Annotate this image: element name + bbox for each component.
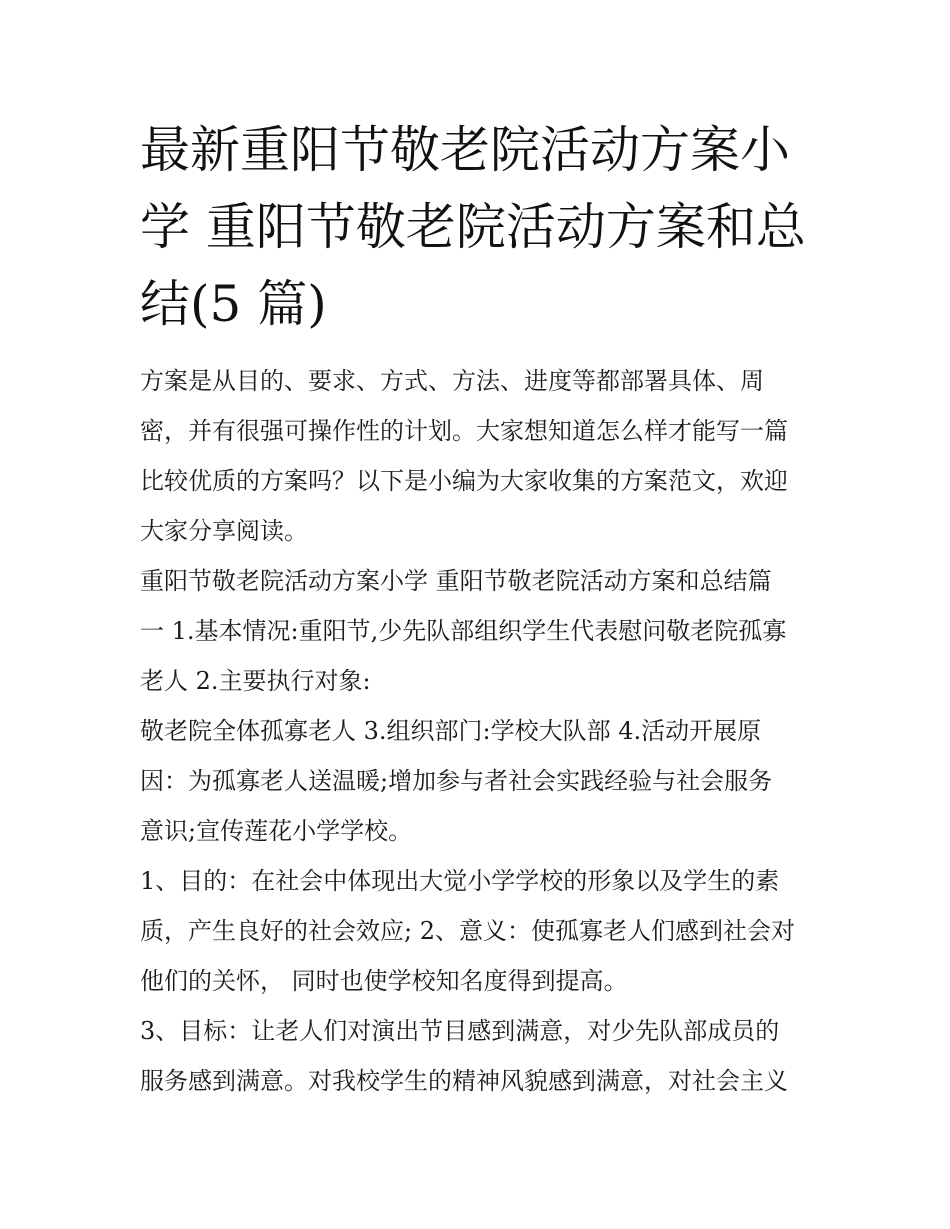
text-line: 3、目标：让老人们对演出节目感到满意，对少先队部成员的 xyxy=(140,1017,780,1045)
title-line: 学 重阳节敬老院活动方案和总 xyxy=(140,198,806,256)
text-line: 老人 2.主要执行对象: xyxy=(140,667,371,695)
title-line: 最新重阳节敬老院活动方案小 xyxy=(140,121,790,179)
document-body xyxy=(140,356,820,1106)
text-line: 质，产生良好的社会效应; 2、意义：使孤寡老人们感到社会对 xyxy=(140,917,795,945)
text-line: 重阳节敬老院活动方案小学 重阳节敬老院活动方案和总结篇 xyxy=(140,567,772,595)
title-line: 结(5 篇) xyxy=(140,275,327,333)
purpose-paragraph xyxy=(140,856,820,1006)
text-line: 密，并有很强可操作性的计划。大家想知道怎么样才能写一篇 xyxy=(140,417,788,445)
section-one-paragraph xyxy=(140,556,820,706)
text-line: 1、目的：在社会中体现出大觉小学学校的形象以及学生的素 xyxy=(140,867,780,895)
goal-paragraph xyxy=(140,1006,820,1106)
text-line: 因：为孤寡老人送温暖;增加参与者社会实践经验与社会服务 xyxy=(140,767,773,795)
intro-paragraph xyxy=(140,356,820,556)
text-line: 比较优质的方案吗？以下是小编为大家收集的方案范文，欢迎 xyxy=(140,467,788,495)
text-line: 意识;宣传莲花小学学校。 xyxy=(140,817,413,845)
document-title xyxy=(140,112,820,343)
target-paragraph xyxy=(140,706,820,856)
text-line: 他们的关怀， 同时也使学校知名度得到提高。 xyxy=(140,967,628,995)
text-line: 服务感到满意。对我校学生的精神风貌感到满意，对社会主义 xyxy=(140,1067,788,1095)
text-line: 大家分享阅读。 xyxy=(140,517,308,545)
text-line: 敬老院全体孤寡老人 3.组织部门:学校大队部 4.活动开展原 xyxy=(140,717,762,745)
text-line: 一 1.基本情况:重阳节,少先队部组织学生代表慰问敬老院孤寡 xyxy=(140,617,787,645)
text-line: 方案是从目的、要求、方式、方法、进度等都部署具体、周 xyxy=(140,367,764,395)
